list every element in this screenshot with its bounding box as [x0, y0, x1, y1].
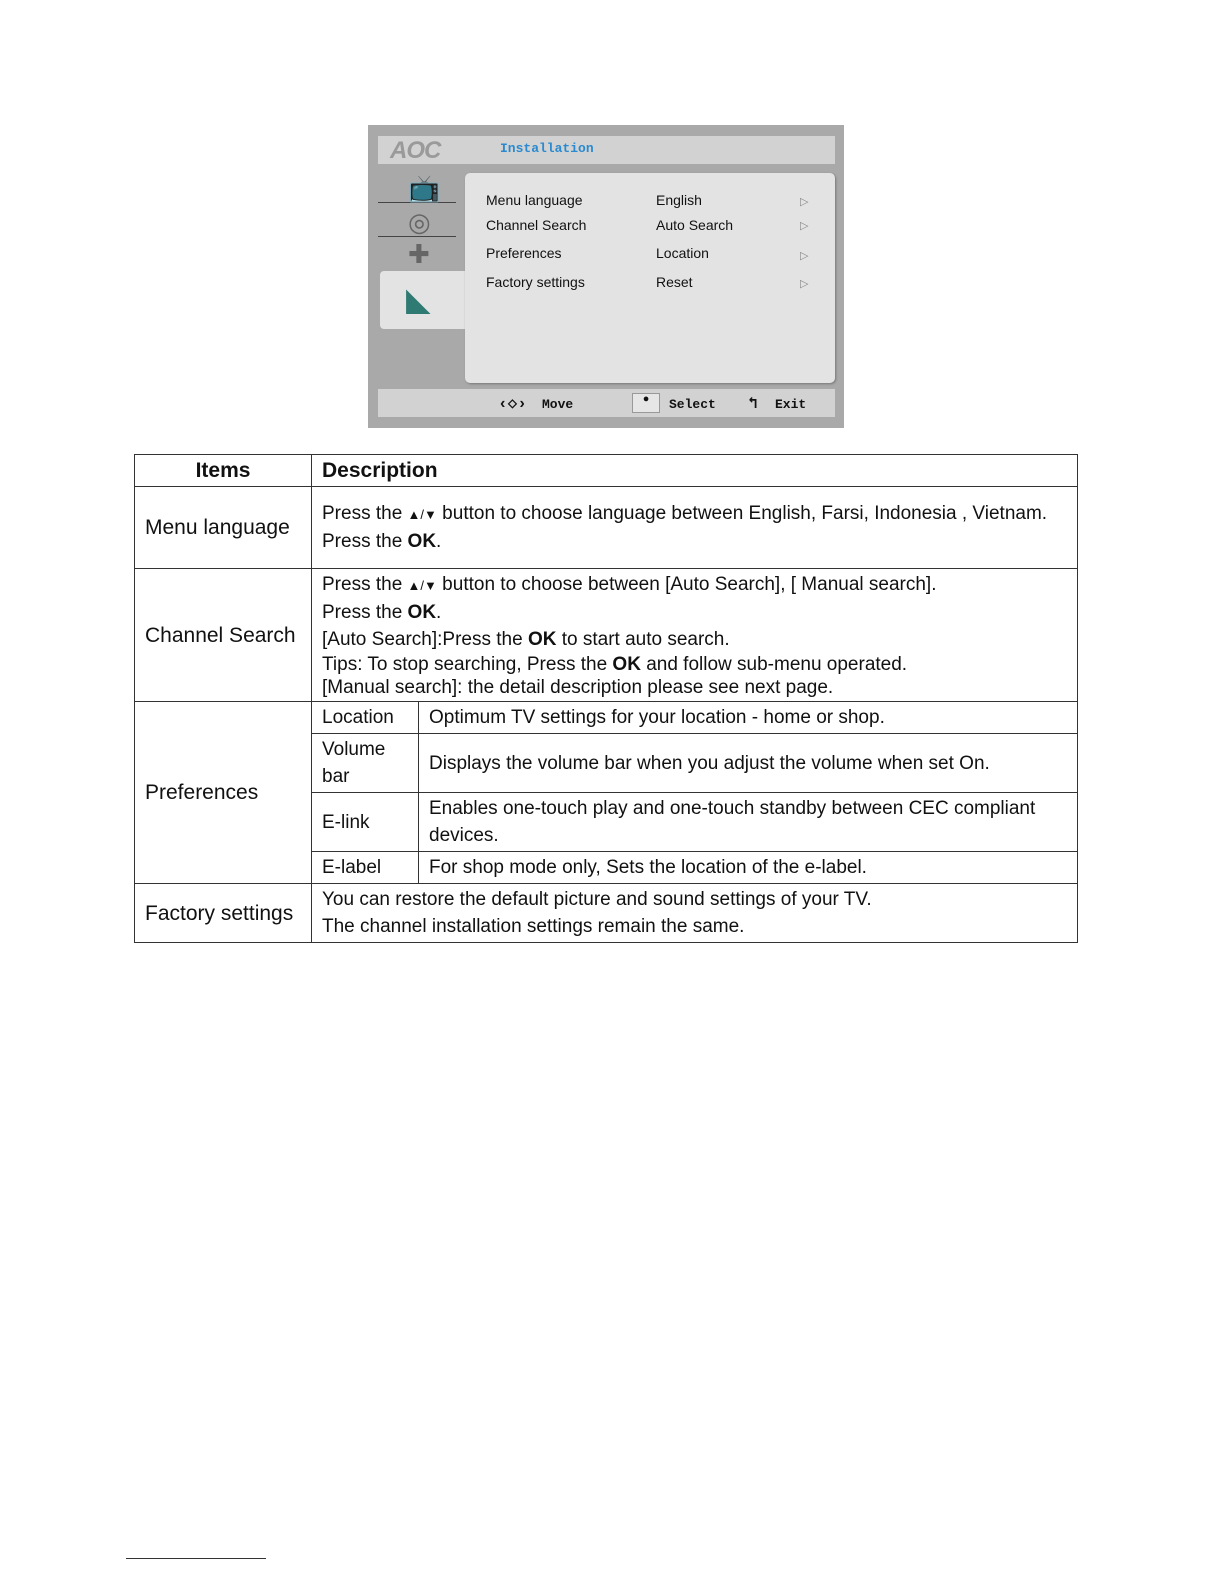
text: [Manual search]: the detail description please see next page. [322, 677, 834, 698]
desc-menu-language [312, 487, 1078, 569]
desc-preferences [312, 702, 1078, 884]
ok-text: OK [527, 629, 557, 650]
exit-hint: Exit [775, 397, 807, 412]
arrow-right-icon: ▷ [800, 220, 809, 232]
osd-item-channel-search[interactable]: Channel Search [486, 217, 587, 233]
up-down-arrows-icon: ▲/▼ [407, 507, 437, 522]
ok-text: OK [407, 531, 437, 552]
text: You can restore the default picture and sound settings of your TV. [322, 889, 872, 910]
osd-menu-screenshot [368, 125, 844, 428]
move-hint: Move [542, 397, 574, 412]
osd-title-bar [378, 136, 835, 164]
ok-button-icon: ● [632, 393, 660, 413]
osd-title: Installation [500, 141, 594, 156]
text: [Auto Search]:Press the [322, 629, 528, 650]
text: button to choose between [Auto Search], [ Manual search]. [436, 574, 937, 595]
up-down-arrows-icon: ▲/▼ [407, 578, 437, 593]
text: Press the [322, 503, 408, 524]
osd-item-menu-language[interactable]: Menu language [486, 192, 583, 208]
arrow-right-icon: ▷ [800, 278, 809, 290]
tools-icon: ✚ [408, 239, 430, 269]
text: Press the [322, 574, 408, 595]
text: and follow sub-menu operated. [640, 654, 908, 675]
footnote-rule [126, 1558, 266, 1559]
text: . [436, 602, 442, 623]
header-items: Items [135, 455, 312, 487]
osd-value: English [656, 192, 702, 208]
header-description: Description [312, 455, 1078, 487]
desc-factory-settings [312, 884, 1078, 943]
item-factory-settings: Factory settings [135, 884, 312, 943]
ok-text: OK [612, 654, 641, 675]
select-hint: Select [669, 397, 716, 412]
exit-return-icon: ↰ [748, 395, 758, 413]
pref-e-label: E-label [312, 852, 419, 884]
item-preferences: Preferences [135, 702, 312, 884]
pref-desc: Optimum TV settings for your location - home or shop. [419, 702, 1078, 734]
osd-footer [378, 389, 835, 417]
pref-e-link: E-link [312, 793, 419, 852]
tv-icon: 📺 [408, 173, 441, 203]
pref-desc: Displays the volume bar when you adjust the volume when set On. [419, 734, 1078, 793]
osd-item-factory-settings[interactable]: Factory settings [486, 274, 585, 290]
pref-location: Location [312, 702, 419, 734]
text: Press the [322, 602, 408, 623]
speaker-icon: ◎ [408, 207, 431, 237]
text: to start auto search. [556, 629, 730, 650]
preferences-subtable [312, 702, 1077, 883]
satellite-dish-icon: ◣ [406, 281, 431, 317]
pref-desc: For shop mode only, Sets the location of the e-label. [429, 857, 867, 878]
text: Tips: To stop searching, Press the [322, 654, 613, 675]
aoc-logo: AOC [390, 137, 441, 164]
text: Press the [322, 531, 408, 552]
desc-channel-search [312, 569, 1078, 702]
pref-volume-bar: Volume bar [312, 734, 419, 793]
item-channel-search: Channel Search [135, 569, 312, 702]
text: . [436, 531, 442, 552]
osd-value: Auto Search [656, 217, 734, 233]
osd-value: Reset [656, 274, 693, 290]
text: The channel installation settings remain the same. [322, 916, 745, 937]
arrow-right-icon: ▷ [800, 250, 809, 262]
item-menu-language: Menu language [135, 487, 312, 569]
osd-item-preferences[interactable]: Preferences [486, 245, 562, 261]
arrow-right-icon: ▷ [800, 196, 809, 208]
ok-text: OK [407, 602, 437, 623]
pref-desc: Enables one-touch play and one-touch standby between CEC compliant devices. [419, 793, 1078, 852]
settings-table [134, 454, 1078, 943]
move-arrows-icon: ‹◇› [498, 395, 527, 413]
text: button to choose language between English, Farsi, Indonesia , Vietnam. [436, 503, 1048, 524]
osd-value: Location [656, 245, 709, 261]
